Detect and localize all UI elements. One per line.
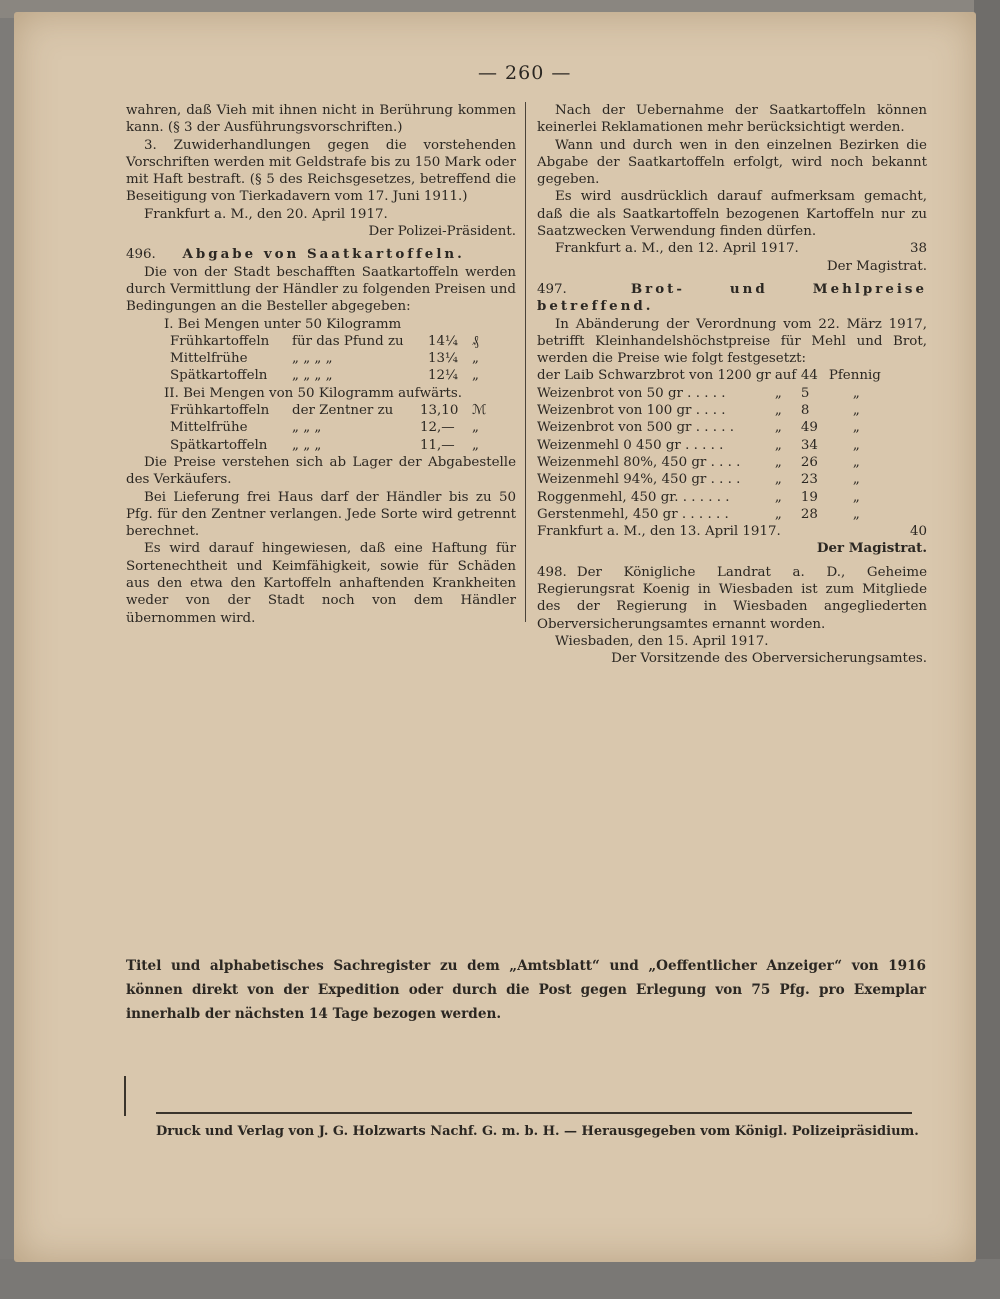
table-cell: „ xyxy=(472,437,479,453)
table-cell: „ xyxy=(472,351,479,367)
table-cell: 8 xyxy=(800,403,810,419)
table-row xyxy=(537,385,885,402)
section-497-heading xyxy=(537,281,927,316)
table-cell: 26 xyxy=(800,454,818,470)
table-cell: „ „ „ xyxy=(292,420,322,436)
table-cell: Roggenmehl, 450 gr. . . . . . . xyxy=(537,489,730,505)
table-cell: „ xyxy=(852,454,860,470)
table-cell: „ xyxy=(472,420,479,436)
footer-rule xyxy=(156,1112,912,1114)
table-cell: Gerstenmehl, 450 gr . . . . . . xyxy=(537,506,729,522)
table-cell: ℳ xyxy=(472,403,487,419)
table-cell: „ xyxy=(852,403,860,419)
table-cell: Mittelfrühe xyxy=(170,351,248,367)
table-row xyxy=(170,333,483,350)
section-496-prices-note: Die Preise verstehen sich ab Lager der Abgabestelle des Verkäufers. xyxy=(126,454,516,488)
section-497-signature: Der Magistrat. xyxy=(816,540,927,557)
table-cell: 12¼ xyxy=(428,368,459,384)
table-cell: „ xyxy=(774,472,782,488)
table-cell: „ xyxy=(852,385,860,401)
left-column xyxy=(126,102,516,627)
table-cell: „ xyxy=(774,506,782,522)
section-497-number: 497. xyxy=(537,281,567,297)
table-row xyxy=(170,350,483,367)
table-cell: 14¼ xyxy=(428,333,459,349)
table-cell: Weizenmehl 94%, 450 gr . . . . xyxy=(537,472,741,488)
bread-flour-price-table xyxy=(537,367,885,523)
table-cell: Frühkartoffeln xyxy=(170,333,270,349)
table-row xyxy=(170,367,483,384)
scan-edge-right xyxy=(974,0,1000,1299)
table-cell: Weizenbrot von 100 gr . . . . xyxy=(537,403,726,419)
margin-mark xyxy=(124,1076,126,1116)
table-row xyxy=(170,419,490,436)
table-cell: „ „ „ „ xyxy=(292,351,333,367)
right-ref-number: 38 xyxy=(909,241,927,257)
table-cell: 13¼ xyxy=(428,351,459,367)
table-cell: 11,— xyxy=(420,437,455,453)
section-496-delivery-note: Bei Lieferung frei Haus darf der Händler bis zu 50 Pfg. für den Zentner verlangen. Jede Sorte wird getrennt berechnet. xyxy=(126,489,516,540)
table-row xyxy=(537,367,885,384)
table-cell: 44 xyxy=(800,368,818,384)
price-tier-1-title: I. Bei Mengen unter 50 Kilogramm xyxy=(164,316,402,332)
section-496-number: 496. xyxy=(126,247,156,263)
table-cell: „ xyxy=(774,454,782,470)
left-paragraph-2: 3. Zuwiderhandlungen gegen die vorstehenden Vorschriften werden mit Geldstrafe bis zu 150 Mark oder mit Haft bestraft. (§ 5 des Reichsgesetzes, betreffend die Beseitigung von Tierkadavern vom 17. Juni 1911.) xyxy=(126,137,516,205)
price-table-small xyxy=(170,333,483,385)
table-row xyxy=(537,506,885,523)
price-table-large xyxy=(170,402,490,454)
section-497-place-date-line xyxy=(537,523,927,540)
table-row xyxy=(537,471,885,488)
table-cell: Spätkartoffeln xyxy=(170,437,268,453)
section-497-title: Brot- und Mehlpreise betreffend. xyxy=(537,280,927,315)
section-497-place-date: Frankfurt a. M., den 13. April 1917. xyxy=(537,524,781,540)
table-cell: „ xyxy=(852,489,860,505)
price-tier-2-title: II. Bei Mengen von 50 Kilogramm aufwärts. xyxy=(164,385,462,401)
table-cell: 19 xyxy=(800,489,818,505)
table-cell: „ xyxy=(774,385,782,401)
table-cell: „ xyxy=(852,472,860,488)
table-cell: „ xyxy=(852,420,860,436)
table-row xyxy=(170,437,490,454)
table-cell: „ xyxy=(774,489,782,505)
section-496-liability-note: Es wird darauf hingewiesen, daß eine Haftung für Sortenechtheit und Keimfähigkeit, sowie für Schäden aus den etwa den Kartoffeln anhaftenden Krankheiten weder von der Stadt noch von dem Händler übernommen wird. xyxy=(126,541,516,626)
column-divider xyxy=(525,102,526,622)
table-row xyxy=(170,402,490,419)
right-signature: Der Magistrat. xyxy=(826,258,927,274)
right-paragraph-2: Wann und durch wen in den einzelnen Bezirken die Abgabe der Saatkartoffeln erfolgt, wird noch bekannt gegeben. xyxy=(537,137,927,188)
right-place-date: Frankfurt a. M., den 12. April 1917. xyxy=(555,241,799,257)
printer-imprint: Druck und Verlag von J. G. Holzwarts Nachf. G. m. b. H. — Herausgegeben vom Königl. Polizeipräsidium. xyxy=(156,1124,919,1139)
table-cell: 28 xyxy=(800,506,818,522)
left-paragraph-1: wahren, daß Vieh mit ihnen nicht in Berührung kommen kann. (§ 3 der Ausführungsvorschriften.) xyxy=(126,103,516,136)
page-number: — 260 — xyxy=(478,62,572,84)
table-cell: Weizenbrot von 500 gr . . . . . xyxy=(537,420,735,436)
table-cell: 23 xyxy=(800,472,818,488)
table-cell: Weizenmehl 0 450 gr . . . . . xyxy=(537,437,724,453)
section-498-signature: Der Vorsitzende des Oberversicherungsamtes. xyxy=(611,651,927,667)
section-497-ref-number: 40 xyxy=(909,524,927,540)
table-cell: Weizenbrot von 50 gr . . . . . xyxy=(537,385,726,401)
table-cell: ₰ xyxy=(472,333,479,349)
section-496-heading xyxy=(126,246,516,263)
right-paragraph-1: Nach der Uebernahme der Saatkartoffeln können keinerlei Reklamationen mehr berücksichtigt werden. xyxy=(537,103,927,136)
table-cell: der Laib Schwarzbrot von 1200 gr xyxy=(537,368,771,384)
table-cell: „ „ „ xyxy=(292,437,322,453)
scan-edge-bottom xyxy=(0,1259,1000,1299)
register-notice: Titel und alphabetisches Sachregister zu dem „Amtsblatt“ und „Oeffentlicher Anzeiger“ von 1916 können direkt von der Expedition oder durch die Post gegen Erlegung von 75 Pfg. pro Exemplar innerhalb der nächsten 14 Tage bezogen werden. xyxy=(126,958,926,1022)
table-cell: Frühkartoffeln xyxy=(170,403,270,419)
table-cell: für das Pfund zu xyxy=(292,333,404,349)
section-498-place-date: Wiesbaden, den 15. April 1917. xyxy=(555,633,769,649)
section-497-intro: In Abänderung der Verordnung vom 22. März 1917, betrifft Kleinhandelshöchstpreise für Mehl und Brot, werden die Preise wie folgt festgesetzt: xyxy=(537,316,927,367)
table-cell: Spätkartoffeln xyxy=(170,368,268,384)
table-cell: 34 xyxy=(800,437,818,453)
table-cell: Pfennig xyxy=(828,368,881,384)
table-row xyxy=(537,454,885,471)
table-cell: auf xyxy=(774,368,797,384)
left-signature: Der Polizei-Präsident. xyxy=(368,224,516,240)
section-498-text: Der Königliche Landrat a. D., Geheime Regierungsrat Koenig in Wiesbaden ist zum Mitgliede des der Regierung in Wiesbaden angegliederten Oberversicherungsamtes ernannt worden. xyxy=(537,564,927,632)
table-cell: Weizenmehl 80%, 450 gr . . . . xyxy=(537,454,741,470)
table-row xyxy=(537,402,885,419)
section-498-paragraph xyxy=(537,564,927,633)
table-cell: 49 xyxy=(800,420,818,436)
table-cell: „ „ „ „ xyxy=(292,368,333,384)
table-row xyxy=(537,437,885,454)
right-paragraph-3: Es wird ausdrücklich darauf aufmerksam gemacht, daß die als Saatkartoffeln bezogenen Kartoffeln nur zu Saatzwecken Verwendung finden dürfen. xyxy=(537,189,927,240)
section-496-intro: Die von der Stadt beschafften Saatkartoffeln werden durch Vermittlung der Händler zu folgenden Preisen und Bedingungen an die Besteller abgegeben: xyxy=(126,264,516,315)
table-row xyxy=(537,489,885,506)
table-cell: „ xyxy=(774,403,782,419)
table-row xyxy=(537,419,885,436)
section-496-title: Abgabe von Saatkartoffeln. xyxy=(182,246,465,263)
table-cell: „ xyxy=(774,437,782,453)
table-cell: „ xyxy=(852,506,860,522)
table-cell: „ xyxy=(852,437,860,453)
section-498-number: 498. xyxy=(537,564,567,580)
table-cell: 12,— xyxy=(420,420,455,436)
table-cell: „ xyxy=(472,368,479,384)
right-place-date-line xyxy=(537,240,927,257)
right-column xyxy=(537,102,927,668)
table-cell: 5 xyxy=(800,385,810,401)
table-cell: der Zentner zu xyxy=(292,403,394,419)
table-cell: 13,10 xyxy=(420,403,459,419)
table-cell: Mittelfrühe xyxy=(170,420,248,436)
table-cell: „ xyxy=(774,420,782,436)
left-place-date: Frankfurt a. M., den 20. April 1917. xyxy=(144,206,388,222)
